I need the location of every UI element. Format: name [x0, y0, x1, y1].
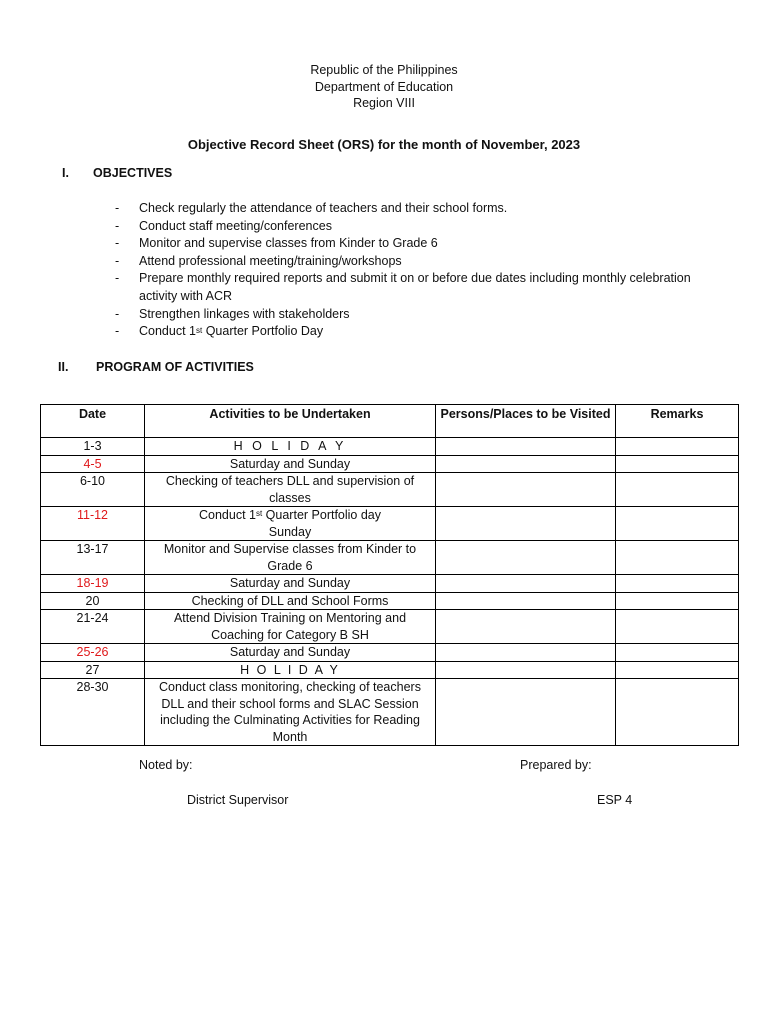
bullet-dash: - [115, 236, 120, 251]
column-header-activities: Activities to be Undertaken [145, 405, 436, 438]
list-item [115, 306, 695, 324]
cell-remarks [616, 438, 739, 456]
bullet-dash: - [115, 218, 120, 233]
cell-remarks [616, 473, 739, 507]
cell-remarks [616, 455, 739, 473]
cell-remarks [616, 592, 739, 610]
cell-remarks [616, 541, 739, 575]
ordinal-suffix: st [255, 509, 263, 518]
cell-persons [436, 541, 616, 575]
table-row [41, 473, 739, 507]
cell-persons [436, 507, 616, 541]
table-row [41, 644, 739, 662]
cell-activity: Checking of DLL and School Forms [145, 592, 436, 610]
cell-date: 11-12 [41, 507, 145, 541]
table-row [41, 438, 739, 456]
cell-date: 20 [41, 592, 145, 610]
esp-label: ESP 4 [597, 793, 633, 807]
cell-date: 1-3 [41, 438, 145, 456]
cell-persons [436, 610, 616, 644]
bullet-dash: - [115, 201, 120, 215]
activity-text-pre: Conduct 1 [198, 508, 256, 522]
column-header-date: Date [41, 405, 145, 438]
list-item [115, 323, 695, 341]
cell-date: 18-19 [41, 575, 145, 593]
cell-activity: H O L I D A Y [145, 438, 436, 456]
cell-date: 27 [41, 661, 145, 679]
section-objectives-heading [62, 166, 172, 180]
ordinal-suffix: st [195, 326, 203, 336]
cell-persons [436, 679, 616, 746]
objective-text-post: Quarter Portfolio Day [202, 324, 324, 339]
prepared-by-label: Prepared by: [520, 758, 592, 772]
bullet-dash: - [115, 306, 120, 321]
list-item [115, 270, 695, 305]
list-item [115, 253, 695, 271]
header-republic: Republic of the Philippines [310, 63, 458, 77]
activity-text-post: Quarter Portfolio day [262, 508, 382, 522]
cell-activity: Saturday and Sunday [145, 455, 436, 473]
cell-persons [436, 438, 616, 456]
cell-activity: Saturday and Sunday [145, 644, 436, 662]
cell-activity: Conduct class monitoring, checking of teachers DLL and their school forms and SLAC Session including the Culminating Activities for Reading Month [145, 679, 436, 746]
cell-persons [436, 644, 616, 662]
column-header-persons-places: Persons/Places to be Visited [436, 405, 616, 438]
cell-remarks [616, 644, 739, 662]
cell-activity: H O L I D A Y [145, 661, 436, 679]
cell-remarks [616, 661, 739, 679]
objective-text-pre: Conduct 1 [139, 324, 196, 339]
objective-text: Strengthen linkages with stakeholders [139, 306, 350, 321]
bullet-dash: - [115, 253, 120, 268]
column-header-remarks: Remarks [616, 405, 739, 438]
cell-date: 28-30 [41, 679, 145, 746]
bullet-dash: - [115, 324, 120, 339]
cell-activity: Saturday and Sunday [145, 575, 436, 593]
cell-activity: Attend Division Training on Mentoring and Coaching for Category B SH [145, 610, 436, 644]
cell-activity-line2: Sunday [268, 524, 312, 539]
bullet-dash: - [115, 271, 120, 286]
header-region: Region VIII [353, 96, 415, 110]
objectives-list [115, 200, 695, 341]
header-department: Department of Education [314, 79, 454, 94]
objective-text: Check regularly the attendance of teachers and their school forms. [139, 201, 508, 215]
cell-date: 25-26 [41, 644, 145, 662]
program-of-activities-table [40, 404, 739, 746]
cell-remarks [616, 610, 739, 644]
cell-date: 13-17 [41, 541, 145, 575]
section-label: OBJECTIVES [93, 166, 173, 180]
cell-activity: Monitor and Supervise classes from Kinder to Grade 6 [145, 541, 436, 575]
cell-date: 21-24 [41, 610, 145, 644]
section-number: I. [62, 166, 69, 180]
cell-date: 4-5 [41, 455, 145, 473]
cell-persons [436, 455, 616, 473]
section-program-heading [58, 360, 254, 374]
list-item [115, 235, 695, 253]
document-title: Objective Record Sheet (ORS) for the month of November, 2023 [187, 137, 581, 152]
table-row [41, 507, 739, 541]
cell-remarks [616, 507, 739, 541]
table-row [41, 541, 739, 575]
cell-remarks [616, 575, 739, 593]
cell-remarks [616, 679, 739, 746]
objective-text: Attend professional meeting/training/workshops [139, 253, 402, 268]
table-row [41, 592, 739, 610]
cell-persons [436, 592, 616, 610]
cell-persons [436, 575, 616, 593]
cell-persons [436, 661, 616, 679]
objective-text: Prepare monthly required reports and submit it on or before due dates including monthly celebration activity with ACR [139, 271, 691, 303]
section-label: PROGRAM OF ACTIVITIES [96, 360, 254, 374]
table-row [41, 679, 739, 746]
table-row [41, 610, 739, 644]
noted-by-label: Noted by: [139, 758, 193, 772]
cell-activity-line1 [149, 507, 431, 524]
table-header-row [41, 405, 739, 438]
list-item [115, 200, 695, 218]
cell-persons [436, 473, 616, 507]
document-header [0, 62, 768, 112]
cell-activity: Checking of teachers DLL and supervision of classes [145, 473, 436, 507]
cell-activity [145, 507, 436, 541]
district-supervisor-label: District Supervisor [187, 793, 289, 807]
section-number: II. [58, 360, 69, 374]
table-row [41, 575, 739, 593]
objective-text: Conduct staff meeting/conferences [139, 218, 332, 233]
objective-text: Monitor and supervise classes from Kinder to Grade 6 [139, 236, 438, 251]
table-row [41, 455, 739, 473]
list-item [115, 218, 695, 236]
cell-date: 6-10 [41, 473, 145, 507]
table-row [41, 661, 739, 679]
